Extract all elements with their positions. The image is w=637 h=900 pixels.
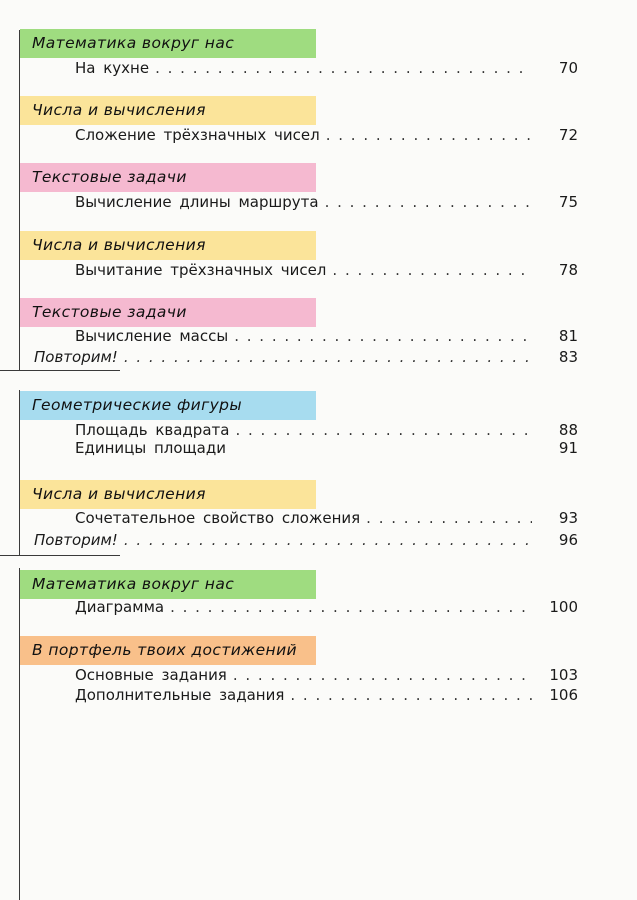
toc-entry-title: Вычисление массы [75, 327, 229, 345]
toc-entry[interactable] [75, 260, 578, 280]
section-divider [0, 555, 120, 556]
review-entry-page: 96 [558, 531, 578, 549]
toc-entry-page: 78 [558, 261, 578, 279]
dot-leader [124, 347, 532, 367]
section-heading: Математика вокруг нас [20, 29, 316, 58]
toc-entry[interactable] [75, 125, 578, 145]
toc-entry-page: 75 [558, 193, 578, 211]
toc-entry[interactable] [75, 597, 578, 617]
toc-entry-page: 93 [558, 509, 578, 527]
section-heading: Текстовые задачи [20, 298, 316, 327]
toc-entry-page: 70 [558, 59, 578, 77]
toc-entry[interactable] [75, 438, 578, 458]
section-divider [0, 370, 120, 371]
dot-leader [124, 530, 532, 550]
dot-leader [326, 125, 532, 145]
toc-entry[interactable] [75, 665, 578, 685]
toc-entry-page: 88 [558, 421, 578, 439]
toc-entry-title: Основные задания [75, 666, 227, 684]
toc-entry-title: На кухне [75, 59, 150, 77]
section-heading: Числа и вычисления [20, 231, 316, 260]
toc-entry-title: Сложение трёхзначных чисел [75, 126, 320, 144]
section-heading: В портфель твоих достижений [20, 636, 316, 665]
dot-leader [234, 326, 532, 346]
review-entry[interactable] [34, 347, 578, 367]
toc-entry-title: Вычисление длины маршрута [75, 193, 319, 211]
dot-leader [233, 665, 532, 685]
dot-leader [325, 192, 532, 212]
dot-leader [170, 597, 532, 617]
toc-entry[interactable] [75, 58, 578, 78]
dot-leader [290, 685, 532, 705]
toc-entry[interactable] [75, 326, 578, 346]
toc-entry-title: Диаграмма [75, 598, 165, 616]
review-entry[interactable] [34, 530, 578, 550]
dot-leader [155, 58, 532, 78]
review-entry-title: Повторим! [34, 531, 118, 549]
toc-entry-page: 103 [549, 666, 578, 684]
dot-leader [366, 508, 532, 528]
toc-entry-page: 106 [549, 686, 578, 704]
section-heading: Геометрические фигуры [20, 391, 316, 420]
toc-entry-title: Вычитание трёхзначных чисел [75, 261, 327, 279]
review-entry-page: 83 [558, 348, 578, 366]
dot-leader [235, 420, 532, 440]
toc-entry-page: 91 [558, 439, 578, 457]
toc-entry-title: Единицы площади [75, 439, 226, 457]
toc-entry-title: Площадь квадрата [75, 421, 230, 439]
dot-leader [332, 260, 532, 280]
toc-entry-title: Дополнительные задания [75, 686, 285, 704]
toc-entry[interactable] [75, 685, 578, 705]
toc-entry-title: Сочетательное свойство сложения [75, 509, 361, 527]
toc-entry-page: 72 [558, 126, 578, 144]
toc-entry[interactable] [75, 192, 578, 212]
section-heading: Числа и вычисления [20, 480, 316, 509]
toc-entry[interactable] [75, 420, 578, 440]
toc-entry-page: 100 [549, 598, 578, 616]
left-rule [19, 568, 20, 900]
section-heading: Числа и вычисления [20, 96, 316, 125]
section-heading: Текстовые задачи [20, 163, 316, 192]
review-entry-title: Повторим! [34, 348, 118, 366]
section-heading: Математика вокруг нас [20, 570, 316, 599]
toc-entry-page: 81 [558, 327, 578, 345]
toc-entry[interactable] [75, 508, 578, 528]
